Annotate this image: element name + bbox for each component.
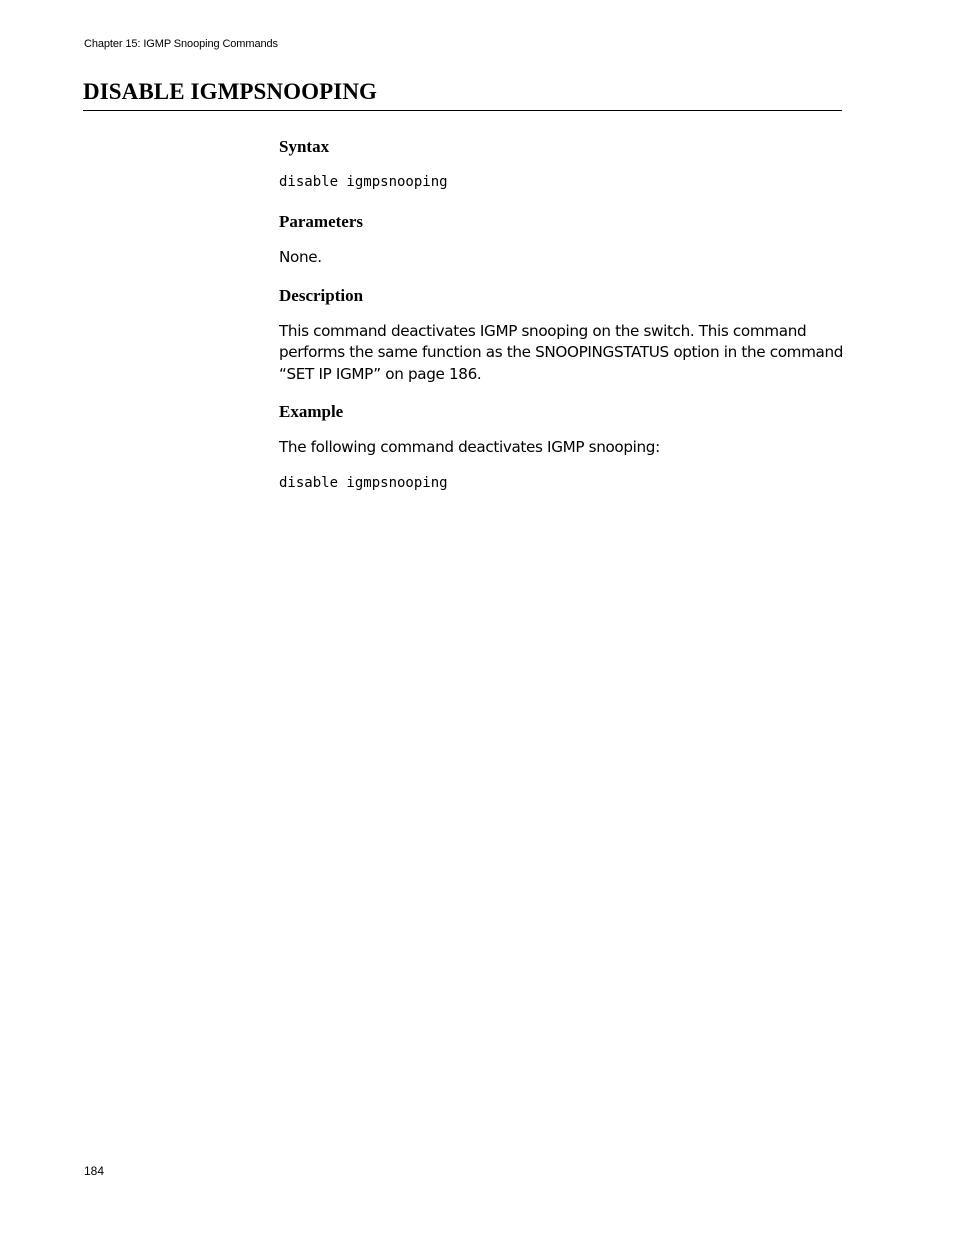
syntax-section xyxy=(279,136,844,192)
parameters-heading: Parameters xyxy=(279,212,364,231)
running-header: Chapter 15: IGMP Snooping Commands xyxy=(84,38,278,50)
description-heading: Description xyxy=(279,285,364,305)
command-content xyxy=(279,136,844,493)
example-text: The following command deactivates IGMP snooping: xyxy=(279,438,660,456)
page-title: DISABLE IGMPSNOOPING xyxy=(83,78,842,111)
syntax-code: disable igmpsnooping xyxy=(279,174,448,190)
page-number: 184 xyxy=(84,1164,105,1178)
example-code: disable igmpsnooping xyxy=(279,474,448,491)
syntax-heading: Syntax xyxy=(279,137,330,156)
description-text: This command deactivates IGMP snooping on the switch. This command performs the same function as the SNOOPINGSTATUS option in the command “SET IP IGMP” on page 186. xyxy=(279,321,844,383)
example-heading: Example xyxy=(279,402,344,421)
parameters-text: None. xyxy=(279,248,322,266)
example-section xyxy=(279,401,844,493)
description-section xyxy=(279,285,844,386)
parameters-section xyxy=(279,211,844,269)
